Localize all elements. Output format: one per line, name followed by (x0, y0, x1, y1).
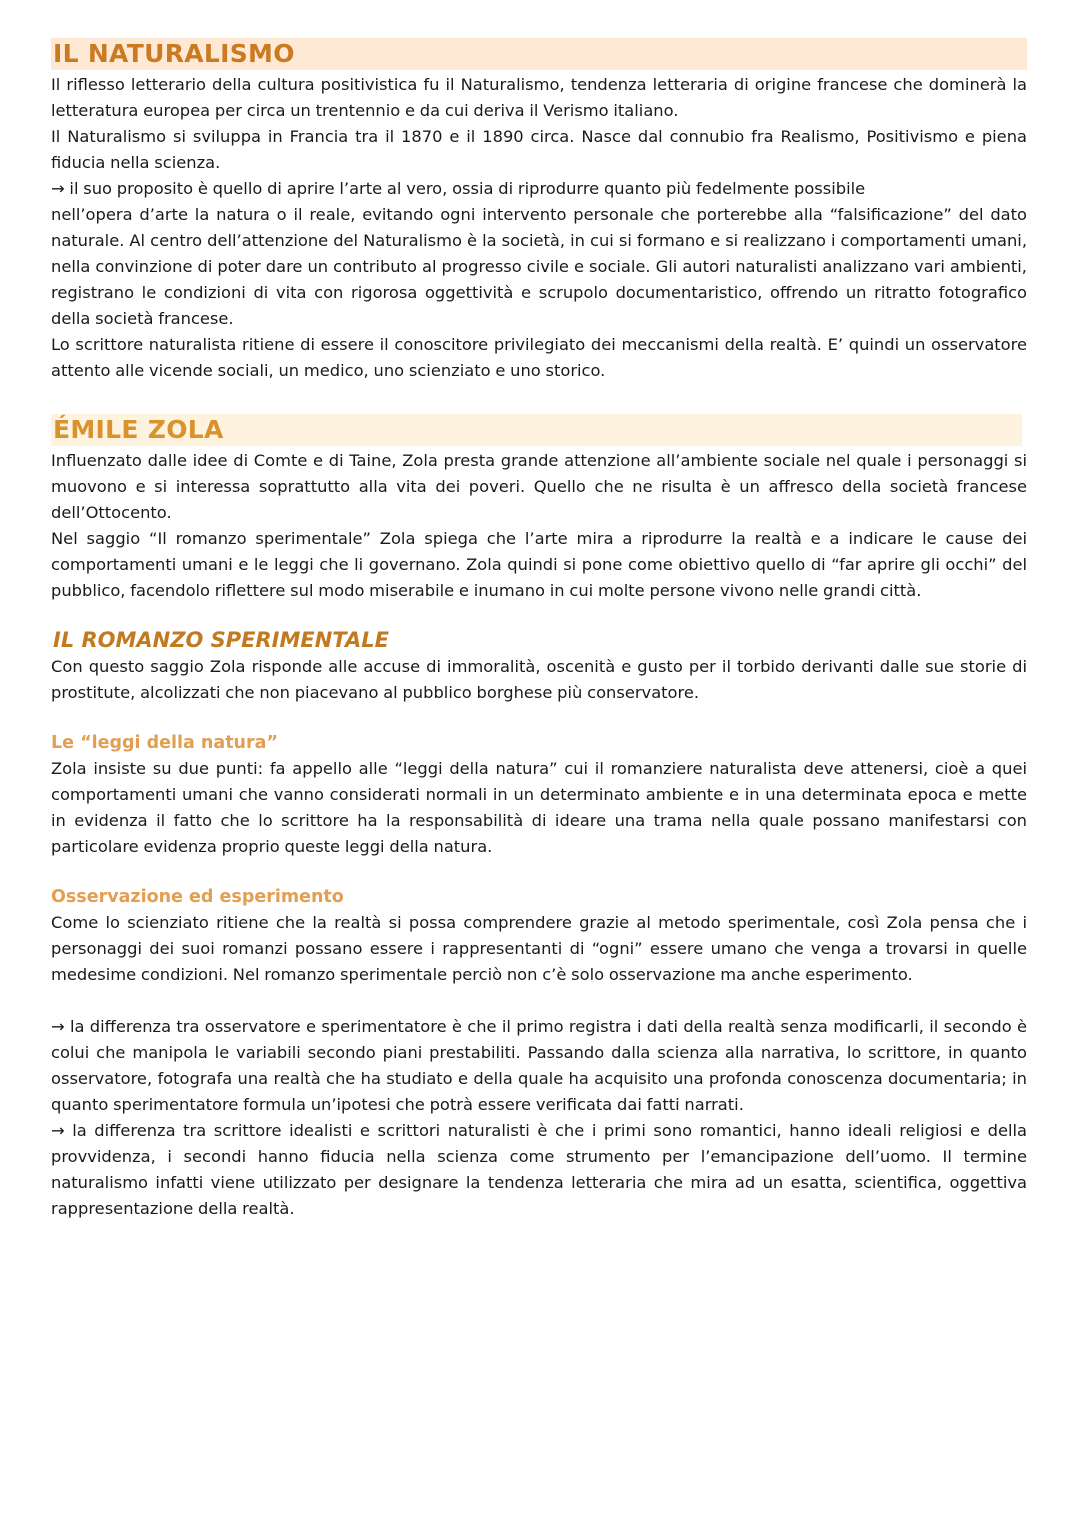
naturalismo-paragraph-2: Il Naturalismo si sviluppa in Francia tra il 1870 e il 1890 circa. Nasce dal connubio fra Realismo, Positivismo e piena fiducia nella scienza. (51, 127, 1027, 172)
naturalismo-paragraph-3-first-line: → il suo proposito è quello di aprire l’arte al vero, ossia di riprodurre quanto più fedelmente possibile (51, 179, 866, 198)
section-romanzo-sperimentale (51, 626, 1027, 1222)
naturalismo-paragraph-1: Il riflesso letterario della cultura positivistica fu il Naturalismo, tendenza letteraria di origine francese che dominerà la letteratura europea per circa un trentennio e da cui deriva il Verismo italiano. (51, 75, 1027, 120)
minor-heading-osservazione-esperimento: Osservazione ed esperimento (51, 887, 344, 907)
osservazione-paragraph-1: Come lo scienziato ritiene che la realtà si possa comprendere grazie al metodo sperimentale, così Zola pensa che i personaggi dei suoi romanzi possano essere i rappresentanti di “ogni” essere umano che venga a trovarsi in quelle medesime condizioni. Nel romanzo sperimentale perciò non c’è solo osservazione ma anche esperimento. (51, 913, 1027, 984)
sub-heading-romanzo-sperimentale: IL ROMANZO SPERIMENTALE (53, 628, 389, 652)
minor-heading-leggi-natura: Le “leggi della natura” (51, 733, 278, 753)
section-heading-zola: ÉMILE ZOLA (51, 414, 1022, 446)
naturalismo-paragraph-4: Lo scrittore naturalista ritiene di essere il conoscitore privilegiato dei meccanismi della realtà. E’ quindi un osservatore attento alle vicende sociali, un medico, uno scienziato e uno storico. (51, 335, 1027, 380)
osservazione-paragraph-3: → la differenza tra scrittore idealisti e scrittori naturalisti è che i primi sono romantici, hanno ideali religiosi e della provvidenza, i secondi hanno fiducia nella scienza come strumento per l’emancipazione dell’uomo. Il termine naturalismo infatti viene utilizzato per designare la tendenza letteraria che mira ad un esatta, scientifica, oggettiva rappresentazione della realtà. (51, 1121, 1027, 1218)
zola-paragraph-2: Nel saggio “Il romanzo sperimentale” Zola spiega che l’arte mira a riprodurre la realtà e a indicare le cause dei comportamenti umani e le leggi che li governano. Zola quindi si pone come obiettivo quello di “far aprire gli occhi” del pubblico, facendolo riflettere sul modo miserabile e inumano in cui molte persone vivono nelle grandi città. (51, 529, 1027, 600)
section-zola (51, 414, 1027, 604)
section-heading-naturalismo: IL NATURALISMO (51, 38, 1027, 70)
romanzo-paragraph-1: Con questo saggio Zola risponde alle accuse di immoralità, oscenità e gusto per il torbido derivanti dalle sue storie di prostitute, alcolizzati che non piacevano al pubblico borghese più conservatore. (51, 657, 1027, 702)
zola-paragraph-1: Influenzato dalle idee di Comte e di Taine, Zola presta grande attenzione all’ambiente sociale nel quale i personaggi si muovono e si interessa soprattutto alla vita dei poveri. Quello che ne risulta è un affresco della società francese dell’Ottocento. (51, 451, 1027, 522)
section-naturalismo (51, 38, 1027, 384)
page-content (51, 38, 1027, 1222)
naturalismo-paragraph-3-rest: nell’opera d’arte la natura o il reale, evitando ogni intervento personale che porterebbe alla “falsificazione” del dato naturale. Al centro dell’attenzione del Naturalismo è la società, in cui si formano e si realizzano i comportamenti umani, nella convinzione di poter dare un contributo al progresso civile e sociale. Gli autori naturalisti analizzano vari ambienti, registrano le condizioni di vita con rigorosa oggettività e scrupolo documentaristico, offrendo un ritratto fotografico della società francese. (51, 205, 1027, 328)
osservazione-paragraph-2: → la differenza tra osservatore e sperimentatore è che il primo registra i dati della realtà senza modificarli, il secondo è colui che manipola le variabili secondo piani prestabiliti. Passando dalla scienza alla narrativa, lo scrittore, in quanto osservatore, fotografa una realtà che ha studiato e della quale ha acquisito una profonda conoscenza documentaria; in quanto sperimentatore formula un’ipotesi che potrà essere verificata dai fatti narrati. (51, 1017, 1027, 1114)
leggi-natura-paragraph: Zola insiste su due punti: fa appello alle “leggi della natura” cui il romanziere naturalista deve attenersi, cioè a quei comportamenti umani che vanno considerati normali in un determinato ambiente e in una determinata epoca e mette in evidenza il fatto che lo scrittore ha la responsabilità di ideare una trama nella quale possano manifestarsi con particolare evidenza proprio queste leggi della natura. (51, 759, 1027, 856)
